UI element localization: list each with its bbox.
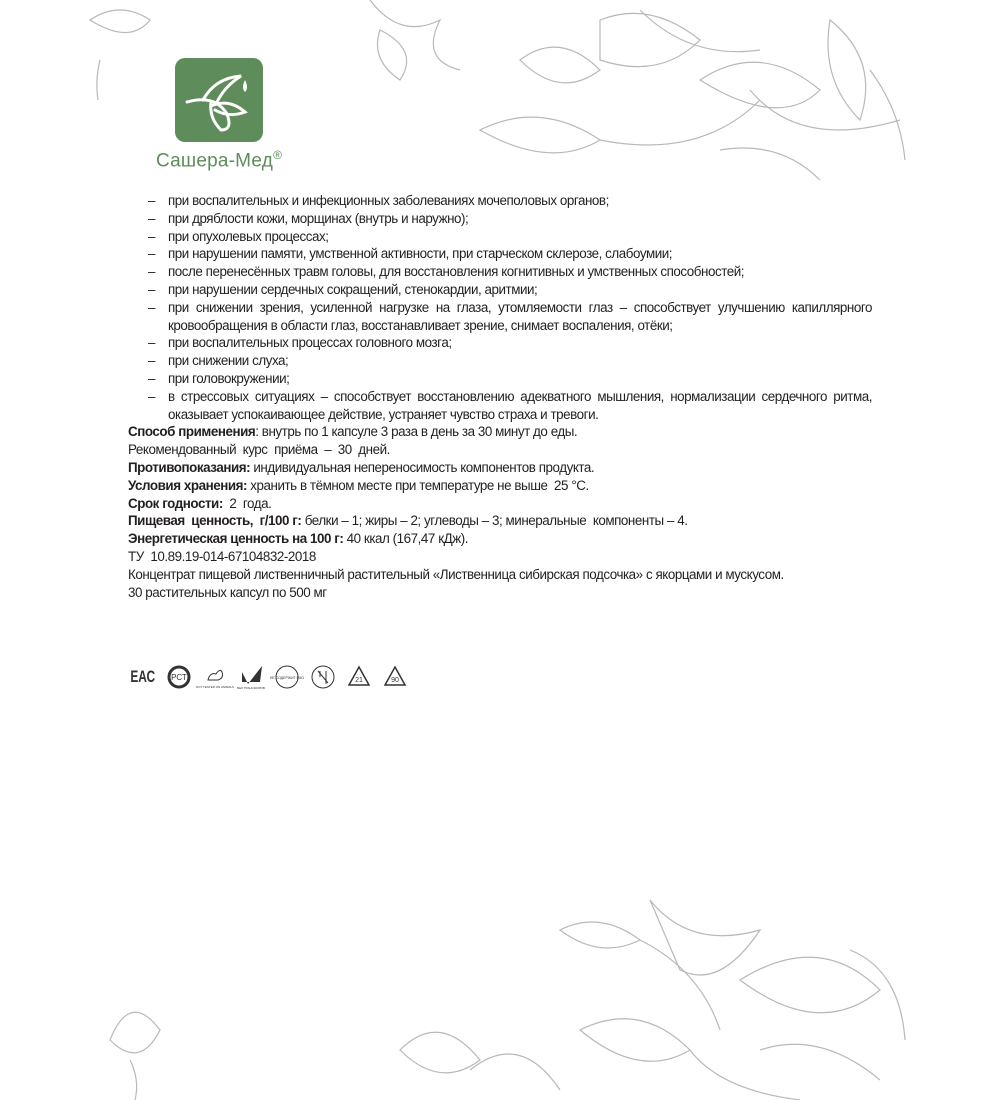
recycle-21-icon <box>346 664 372 690</box>
course: Рекомендованный курс приёма – 30 дней. <box>128 442 390 458</box>
nutrition: Пищевая ценность, г/100 г: белки – 1; жиры – 2; углеводы – 3; минеральные компоненты – 4. <box>128 513 688 529</box>
storage: Условия хранения: хранить в тёмном месте при температуре не выше 25 °С. <box>128 477 589 493</box>
svg-text:NOT TESTED ON ANIMALS: NOT TESTED ON ANIMALS <box>195 685 235 689</box>
list-item-text: при воспалительных процессах головного мозга; <box>168 335 452 351</box>
dash-bullet: – <box>148 264 155 280</box>
list-item-text: при воспалительных и инфекционных заболеваниях мочеполовых органов; <box>168 193 609 208</box>
floral-decoration-bottom <box>0 890 1000 1100</box>
usage: Способ применения: внутрь по 1 капсуле 3 раза в день за 30 минут до еды. <box>128 424 578 440</box>
food-safe-icon <box>310 664 336 690</box>
list-item-text: при дряблости кожи, морщинах (внутрь и наружно); <box>168 210 469 226</box>
list-item <box>128 281 872 299</box>
package-info: 30 растительных капсул по 500 мг <box>128 584 327 600</box>
list-item <box>128 210 872 228</box>
dash-bullet: – <box>148 193 155 208</box>
dash-bullet: – <box>148 281 155 297</box>
list-item <box>128 263 872 281</box>
svg-text:РСТ: РСТ <box>171 673 187 682</box>
list-item <box>128 352 872 370</box>
list-item <box>128 228 872 246</box>
dash-bullet: – <box>148 370 155 386</box>
floral-decoration-top <box>0 0 1000 200</box>
dash-bullet: – <box>148 299 155 315</box>
not-tested-on-animals-icon <box>195 664 235 690</box>
dash-bullet: – <box>148 388 155 404</box>
dash-bullet: – <box>148 335 155 351</box>
list-item-text: при нарушении сердечных сокращений, стенокардии, аритмии; <box>168 281 538 297</box>
list-item-text: после перенесённых травм головы, для восстановления когнитивных и умственных способностей; <box>168 264 745 280</box>
list-item <box>128 388 872 424</box>
indications-list <box>128 192 872 423</box>
leaf-logo-icon <box>175 58 263 142</box>
dash-bullet: – <box>148 228 155 244</box>
certification-icons <box>130 664 408 690</box>
dash-bullet: – <box>148 246 155 262</box>
energy: Энергетическая ценность на 100 г: 40 ккал (167,47 кДж). <box>128 531 469 547</box>
list-item-text: при головокружении; <box>168 370 290 386</box>
list-item <box>128 370 872 388</box>
contraindications: Противопоказания: индивидуальная непереносимость компонентов продукта. <box>128 459 595 475</box>
product-description: Концентрат пищевой лиственничный растительный «Лиственница сибирская подсочка» с якорцами и мускусом. <box>128 566 784 582</box>
brand-name: Сашера-Мед® <box>156 148 283 172</box>
list-item <box>128 299 872 335</box>
svg-text:90: 90 <box>391 677 399 684</box>
list-item <box>128 245 872 263</box>
list-item <box>128 192 872 210</box>
shelf-life: Срок годности: 2 года. <box>128 495 272 511</box>
eac-icon: ЕАС <box>130 667 156 686</box>
tu-number: ТУ 10.89.19-014-67104832-2018 <box>128 548 316 564</box>
svg-text:БЕЗ ТРАНСЖИРОВ: БЕЗ ТРАНСЖИРОВ <box>237 686 265 690</box>
list-item-text: при нарушении памяти, умственной активности, при старческом склерозе, слабоумии; <box>168 246 673 262</box>
list-item-text: в стрессовых ситуациях – способствует восстановлению адекватного мышления, нормализации сердечного ритма, оказывает успокаивающее действие, устраняет чувство страха и тревоги. <box>168 388 872 422</box>
svg-text:НЕ СОДЕРЖИТ ГМО: НЕ СОДЕРЖИТ ГМО <box>269 676 305 680</box>
list-item-text: при снижении зрения, усиленной нагрузке на глаза, утомляемости глаз – способствует улучшению капиллярного кровообращения в области глаз, восстанавливает зрение, снимает воспаления, отёки; <box>168 299 872 333</box>
rst-icon <box>166 664 192 690</box>
brand-logo <box>175 58 263 142</box>
list-item <box>128 334 872 352</box>
dash-bullet: – <box>148 353 155 369</box>
list-item-text: при снижении слуха; <box>168 353 289 369</box>
svg-text:21: 21 <box>355 677 363 684</box>
document-body <box>128 192 872 601</box>
recycle-90-icon <box>382 664 408 690</box>
list-item-text: при опухолевых процессах; <box>168 228 329 244</box>
no-gmo-icon <box>269 664 305 690</box>
dash-bullet: – <box>148 210 155 226</box>
no-trans-fats-icon <box>238 664 264 690</box>
